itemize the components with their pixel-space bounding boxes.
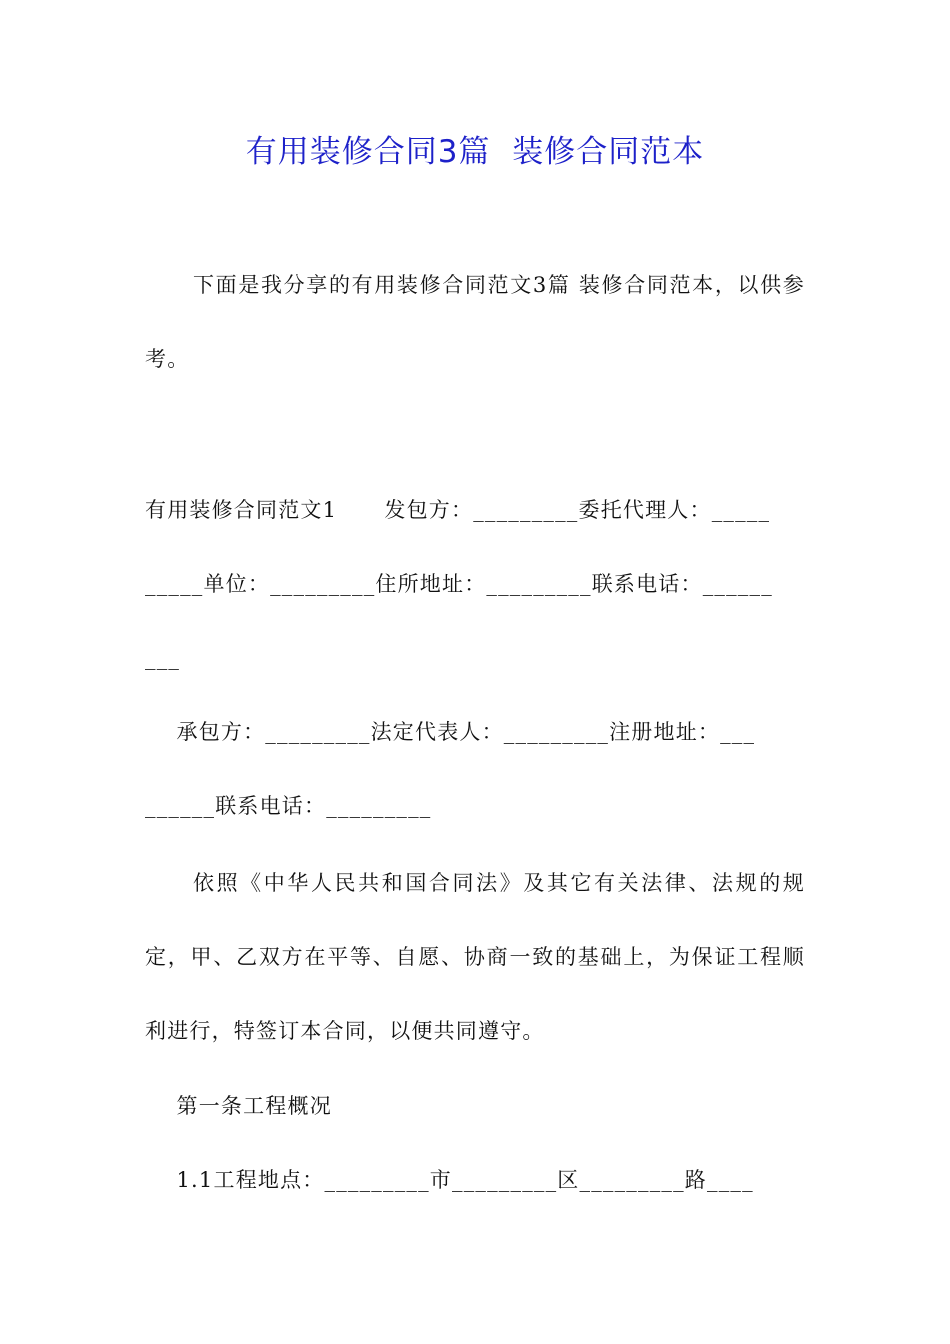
client-line-3: ___ xyxy=(145,646,181,670)
contractor-line-1: 承包方：_________法定代表人：_________注册地址：___ xyxy=(145,720,756,744)
document-title: 有用装修合同3篇 装修合同范本 xyxy=(245,134,705,170)
article-1-item-1: 1.1工程地点：_________市_________区_________路____ xyxy=(145,1168,754,1192)
client-line-1: 有用装修合同范文1 发包方：_________委托代理人：_____ xyxy=(145,498,771,522)
legal-basis-paragraph: 依照《中华人民共和国合同法》及其它有关法律、法规的规定，甲、乙双方在平等、自愿、协商一致的基础上，为保证工程顺利进行，特签订本合同，以便共同遵守。 xyxy=(145,871,805,1043)
intro-paragraph: 下面是我分享的有用装修合同范文3篇 装修合同范本，以供参考。 xyxy=(145,273,805,371)
client-line-2: _____单位：_________住所地址：_________联系电话：______ xyxy=(145,572,773,596)
contractor-line-2: ______联系电话：_________ xyxy=(145,794,432,818)
article-1-heading: 第一条工程概况 xyxy=(145,1094,332,1118)
